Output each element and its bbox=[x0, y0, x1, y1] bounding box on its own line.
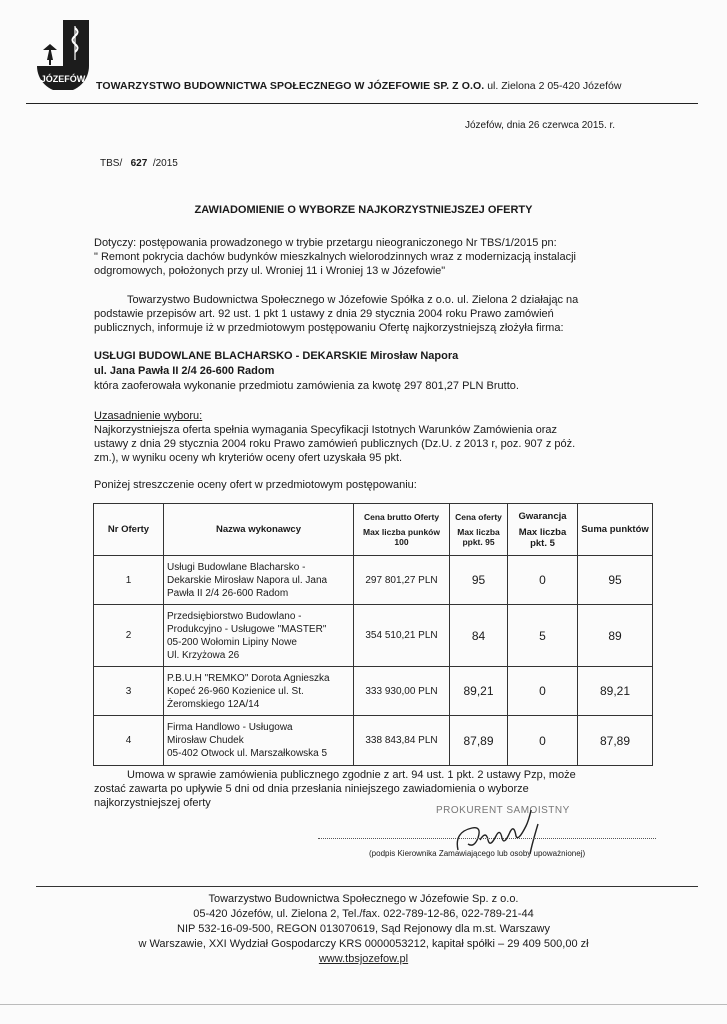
header-name: Nazwa wykonawcy bbox=[164, 504, 354, 556]
document-title: ZAWIADOMIENIE O WYBORZE NAJKORZYSTNIEJSZEJ OFERTY bbox=[194, 204, 533, 216]
town-crest-icon bbox=[35, 20, 91, 90]
document-date: Józefów, dnia 26 czerwca 2015. r. bbox=[465, 120, 616, 131]
table-row: 3 P.B.U.H "REMKO" Dorota Agnieszka Kopeć 26-960 Kozienice ul. St. Żeromskiego 12A/14 333 930,00 PLN 89,21 0 89,21 bbox=[94, 667, 653, 716]
header-total: Suma punktów bbox=[578, 504, 653, 556]
winner-name: USŁUGI BUDOWLANE BLACHARSKO - DEKARSKIE Mirosław Napora bbox=[94, 350, 459, 362]
signature-caption: (podpis Kierownika Zamawiającego lub osoby upoważnionej) bbox=[369, 849, 586, 858]
footer-line: NIP 532-16-09-500, REGON 013070619, Sąd Rejonowy dla m.st. Warszawy bbox=[177, 923, 550, 935]
intro-paragraph: Towarzystwo Budownictwa Społecznego w Józefowie Spółka z o.o. ul. Zielona 2 działając na podstawie przepisów art. 92 ust. 1 pkt 1 ustawy z dnia 29 stycznia 2004 roku Prawo zamówień publicznych, informuje iż w przedmiotowym postępowaniu Ofertę najkorzystniejszą złożyła firma: bbox=[94, 294, 579, 334]
offers-table bbox=[93, 503, 653, 766]
website-link[interactable]: www.tbsjozefow.pl bbox=[318, 953, 409, 965]
winner-address: ul. Jana Pawła II 2/4 26-600 Radom bbox=[94, 365, 275, 377]
reference-number: TBS/ 627 /2015 bbox=[100, 158, 178, 169]
footer-website bbox=[0, 952, 727, 967]
header-price: Cena brutto Oferty Max liczba punków 100 bbox=[354, 504, 450, 556]
table-header-row bbox=[94, 504, 653, 556]
scan-edge bbox=[0, 1004, 727, 1005]
footer-divider bbox=[36, 886, 698, 887]
header-nr: Nr Oferty bbox=[94, 504, 164, 556]
table-row: 4 Firma Handlowo - Usługowa Mirosław Chudek 05-402 Otwock ul. Marszałkowska 5 338 843,84 PLN 87,89 0 87,89 bbox=[94, 716, 653, 766]
winner-offer: która zaoferowała wykonanie przedmiotu zamówienia za kwotę 297 801,27 PLN Brutto. bbox=[94, 380, 519, 392]
table-row: 1 Usługi Budowlane Blacharsko - Dekarskie Mirosław Napora ul. Jana Pawła II 2/4 26-600 Radom 297 801,27 PLN 95 0 95 bbox=[94, 556, 653, 605]
header-divider bbox=[26, 103, 698, 104]
justification-heading: Uzasadnienie wyboru: bbox=[94, 410, 203, 422]
svg-text:JÓZEFÓW: JÓZEFÓW bbox=[40, 74, 86, 84]
signature-line bbox=[318, 838, 656, 839]
footer-line: w Warszawie, XXI Wydział Gospodarczy KRS 0000053212, kapitał spółki – 29 409 500,00 zł bbox=[138, 938, 589, 950]
table-row: 2 Przedsiębiorstwo Budowlano - Produkcyjno - Usługowe "MASTER" 05-200 Wołomin Lipiny Nowe Ul. Krzyżowa 26 354 510,21 PLN 84 5 89 bbox=[94, 605, 653, 667]
company-address: ul. Zielona 2 05-420 Józefów bbox=[487, 80, 622, 92]
footer-line: 05-420 Józefów, ul. Zielona 2, Tel./fax. 022-789-12-86, 022-789-21-44 bbox=[193, 908, 534, 920]
company-name: TOWARZYSTWO BUDOWNICTWA SPOŁECZNEGO W JÓZEFOWIE SP. Z O.O. bbox=[96, 80, 485, 92]
justification-paragraph: Uzasadnienie wyboru: Najkorzystniejsza oferta spełnia wymagania Specyfikacji Istotnych Warunków Zamówienia oraz ustawy z dnia 29 stycznia 2004 roku Prawo zamówień publicznych (Dz.U. z 2013 r, poz. 907 z póż. zm.), w wyniku oceny wh kryteriów oceny ofert uzyskała 95 pkt. bbox=[94, 409, 654, 465]
stamp: PROKURENT SAMOISTNY bbox=[436, 805, 570, 816]
contract-paragraph: Umowa w sprawie zamówienia publicznego zgodnie z art. 94 ust. 1 pkt. 2 ustawy Pzp, może zostać zawarta po upływie 5 dni od dnia przesłania niniejszego zawiadomienia o wyborze najkorzystniejszej oferty bbox=[94, 769, 576, 809]
concerns-paragraph: Dotyczy: postępowania prowadzonego w trybie przetargu nieograniczonego Nr TBS/1/2015 pn: " Remont pokrycia dachów budynków mieszkalnych wielorodzinnych wraz z modernizacją instalacji odgromowych, położonych przy ul. Wroniej 11 i Wroniej 13 w Józefowie" bbox=[94, 237, 577, 277]
footer-line: Towarzystwo Budownictwa Społecznego w Józefowie Sp. z o.o. bbox=[208, 893, 519, 905]
company-header bbox=[96, 80, 621, 92]
header-warranty: Gwarancja Max liczba pkt. 5 bbox=[508, 504, 578, 556]
summary-intro: Poniżej streszczenie oceny ofert w przedmiotowym postępowaniu: bbox=[94, 479, 417, 491]
header-price-points: Cena oferty Max liczba ppkt. 95 bbox=[450, 504, 508, 556]
